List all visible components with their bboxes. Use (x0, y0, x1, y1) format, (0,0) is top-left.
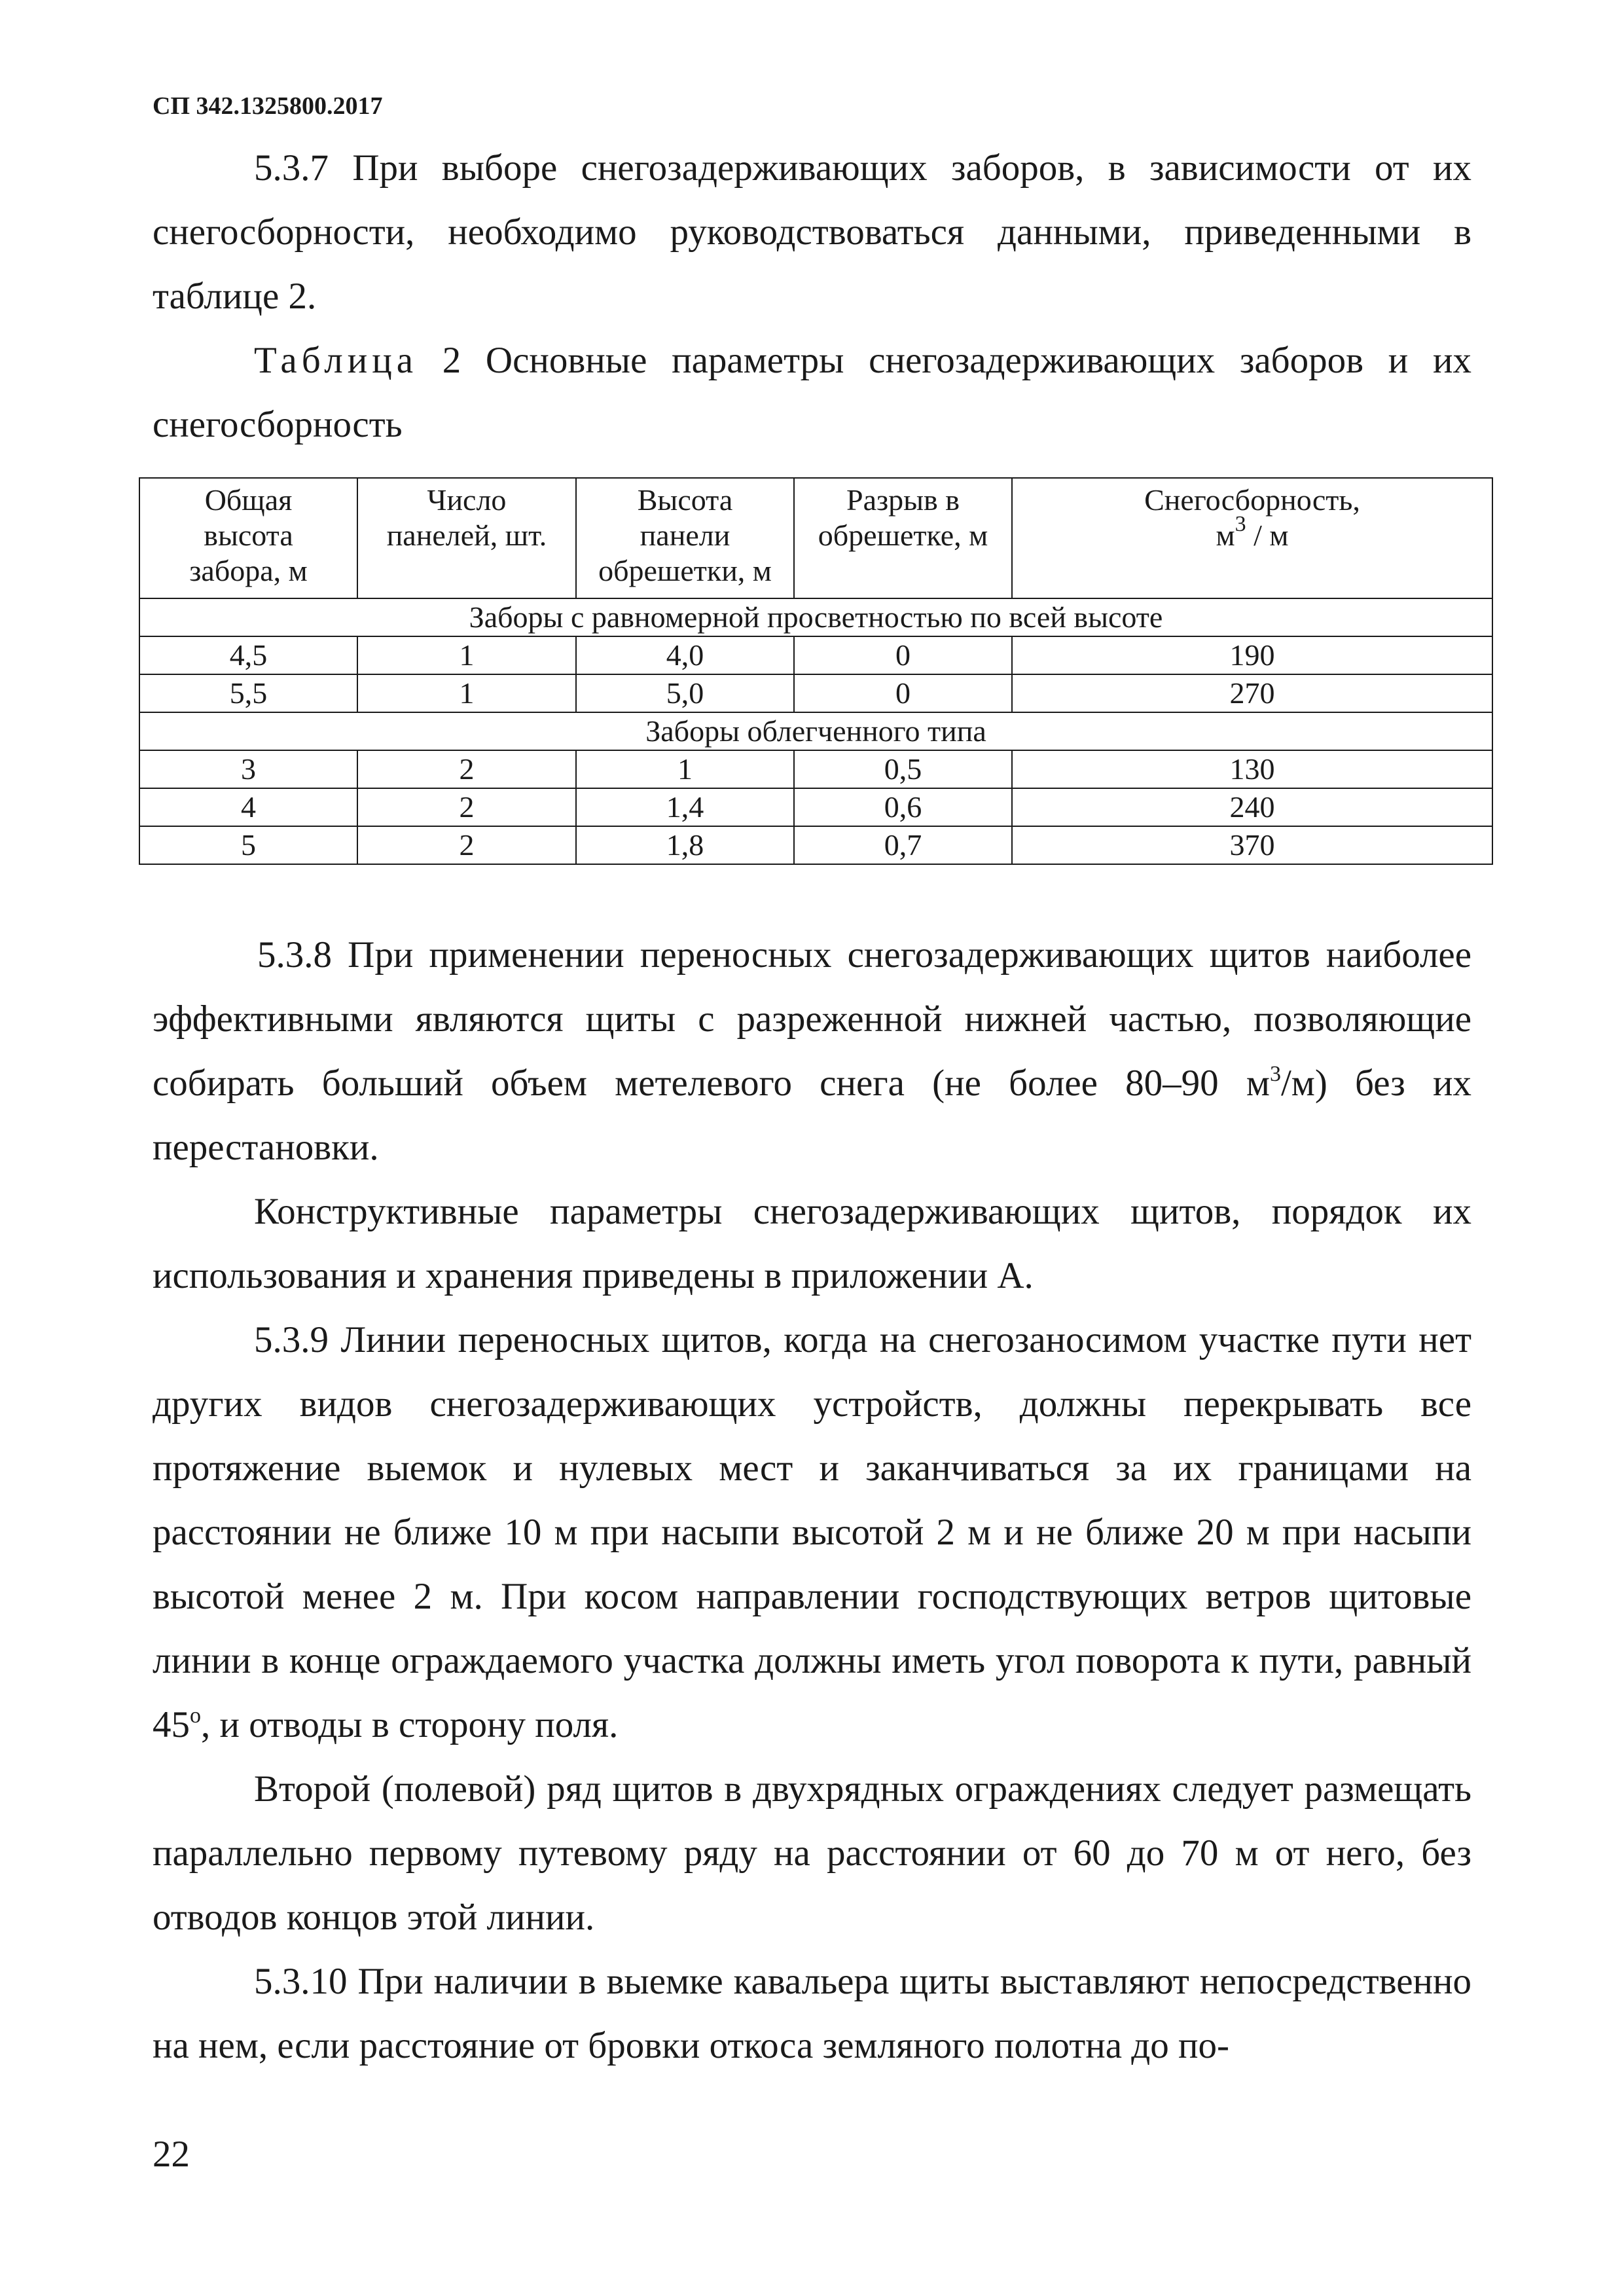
table-cell: 2 (357, 788, 576, 826)
table-cell: 2 (357, 750, 576, 788)
header-total-height: Общая высота забора, м (139, 478, 357, 598)
table-cell: 130 (1012, 750, 1492, 788)
fence-parameters-table (139, 477, 1493, 865)
table-cell: 4,0 (576, 636, 794, 674)
table-caption-text: 2 Основные параметры снегозадерживающих заборов и их снегосборность (153, 340, 1471, 445)
paragraph-5-3-7: 5.3.7 При выборе снегозадерживающих заборов, в зависимости от их снегосборности, необходимо руководствоваться данными, приведенными в таблице 2. (153, 147, 1471, 317)
table-cell: 5,0 (576, 674, 794, 712)
paragraph-5-3-9: 5.3.9 Линии переносных щитов, когда на снегозаносимом участке пути нет других видов снегозадерживающих устройств, должны перекрывать все протяжение выемок и нулевых мест и заканчиваться за их границами на расстоянии не ближе 10 м при насыпи высотой 2 м и не ближе 20 м при насыпи высотой менее 2 м. При косом направлении господствующих ветров щитовые линии в конце ограждаемого участка должны иметь угол поворота к пути, равный $45^о$, и отводы в сторону поля. (153, 1319, 1471, 1745)
table-group-row (139, 598, 1492, 636)
table-cell: 5,5 (139, 674, 357, 712)
paragraph-second-row: Второй (полевой) ряд щитов в двухрядных ограждениях следует размещать параллельно первому путевому ряду на расстоянии от 60 до 70 м от него, без отводов концов этой линии. (153, 1768, 1471, 1938)
table-cell: 1,4 (576, 788, 794, 826)
paragraph-5-3-10: 5.3.10 При наличии в выемке кавальера щиты выставляют непосредственно на нем, если расстояние от бровки откоса земляного полотна до по- (153, 1961, 1471, 2066)
table-cell: 1 (576, 750, 794, 788)
table-cell: 1,8 (576, 826, 794, 864)
table-cell: 1 (357, 674, 576, 712)
table-caption-word: Таблица (254, 340, 418, 381)
table-cell: 5 (139, 826, 357, 864)
header-panel-count: Число панелей, шт. (357, 478, 576, 598)
group-uniform-fences: Заборы с равномерной просветностью по всей высоте (139, 598, 1492, 636)
table-row (139, 750, 1492, 788)
paragraph-constructive-parameters: Конструктивные параметры снегозадерживающих щитов, порядок их использования и хранения приведены в приложении А. (153, 1191, 1471, 1296)
table-row (139, 674, 1492, 712)
paragraph-5-3-8: 5.3.8 При применении переносных снегозадерживающих щитов наиболее эффективными являются щиты с разреженной нижней частью, позволяющие собирать больший объем метелевого снега (не более 80–90 $м^3/м$) без их перестановки. (153, 934, 1472, 1168)
table-row (139, 636, 1492, 674)
table-cell: 0,6 (794, 788, 1012, 826)
table-cell: 240 (1012, 788, 1492, 826)
header-gap: Разрыв в обрешетке, м (794, 478, 1012, 598)
table-header-row (139, 478, 1492, 598)
table-cell: 370 (1012, 826, 1492, 864)
table-group-row (139, 712, 1492, 750)
table-cell: 270 (1012, 674, 1492, 712)
table-cell: 190 (1012, 636, 1492, 674)
table-cell: 4 (139, 788, 357, 826)
table-cell: 0,5 (794, 750, 1012, 788)
table-row (139, 826, 1492, 864)
table-cell: 4,5 (139, 636, 357, 674)
table-cell: 1 (357, 636, 576, 674)
table-cell: 0 (794, 674, 1012, 712)
table-cell: 0 (794, 636, 1012, 674)
table-caption (153, 329, 1471, 457)
page-number: 22 (153, 2134, 190, 2175)
group-lightweight-fences: Заборы облегченного типа (139, 712, 1492, 750)
header-snow-capacity: Снегосборность, $м^3$ / м (1012, 478, 1492, 598)
table-cell: 2 (357, 826, 576, 864)
table-row (139, 788, 1492, 826)
table-cell: 0,7 (794, 826, 1012, 864)
header-panel-height: Высота панели обрешетки, м (576, 478, 794, 598)
document-code: СП 342.1325800.2017 (153, 92, 383, 120)
table-cell: 3 (139, 750, 357, 788)
